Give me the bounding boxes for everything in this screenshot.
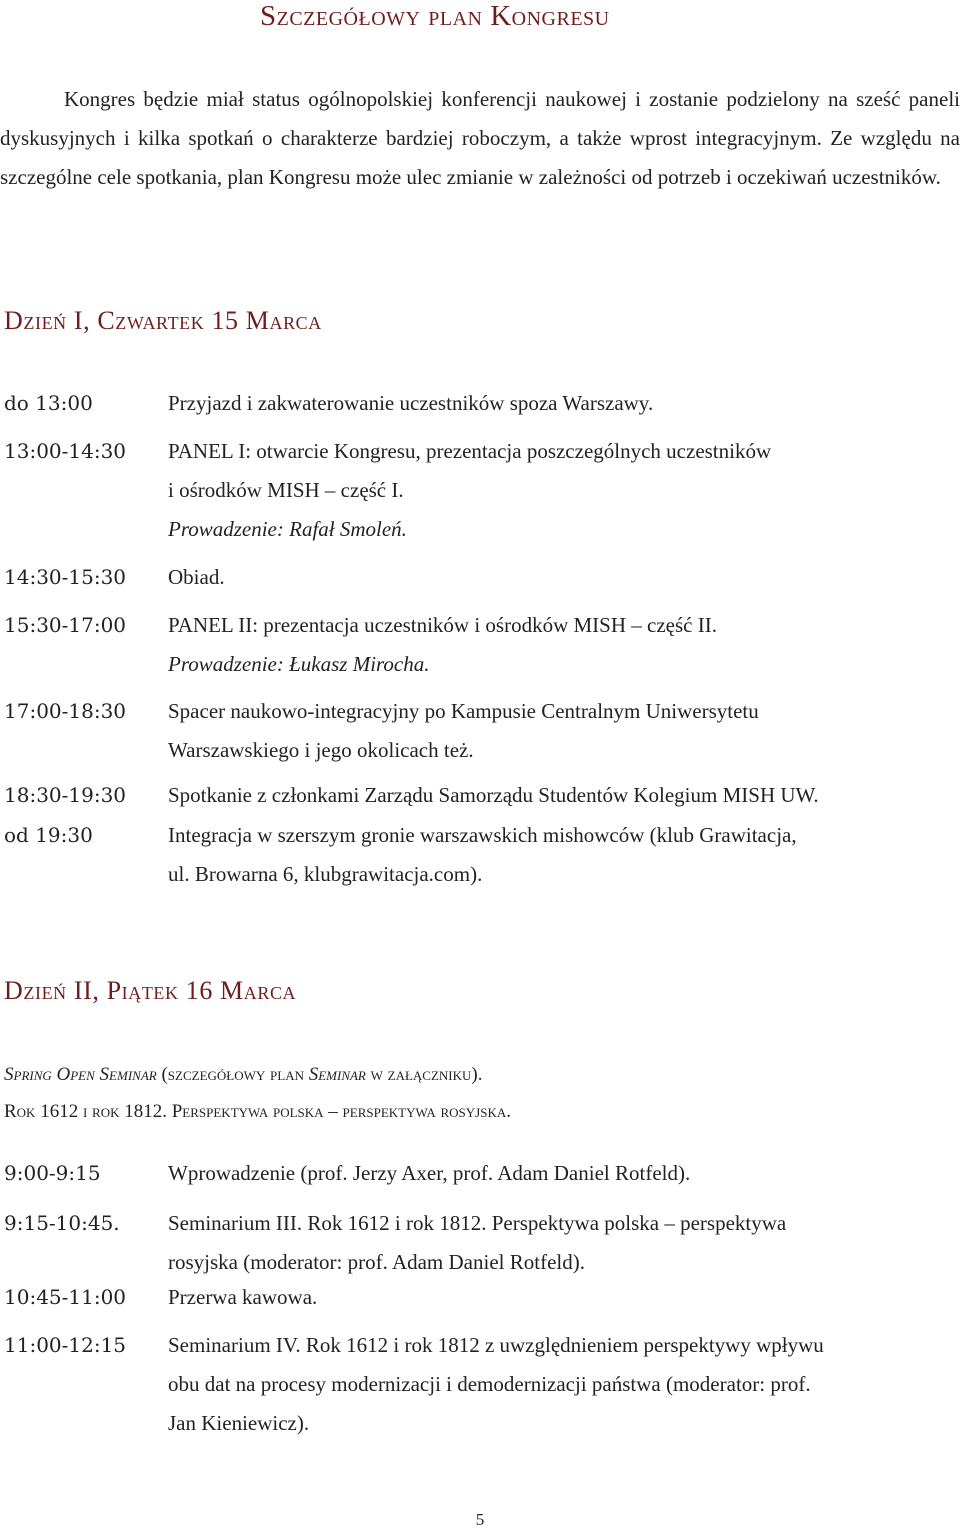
schedule-description [168, 776, 958, 815]
subtitle-rest-2: w załączniku). [365, 1064, 483, 1085]
description-line: Przerwa kawowa. [168, 1285, 318, 1309]
schedule-description [168, 1204, 958, 1282]
description-line: Seminarium III. Rok 1612 i rok 1812. Perspektywa polska – perspektywa [168, 1211, 787, 1235]
subtitle-italic-2: Seminar [308, 1064, 366, 1085]
description-line: Warszawskiego i jego okolicach też. [168, 738, 474, 762]
schedule-description [168, 1278, 958, 1317]
day2-subtitle-line2: Rok 1612 i rok 1812. Perspektywa polska – perspektywa rosyjska. [4, 1101, 511, 1122]
day2-heading: Dzień II, Piątek 16 Marca [4, 976, 297, 1005]
schedule-time: 9:15-10:45. [4, 1211, 120, 1235]
description-line: obu dat na procesy modernizacji i demodernizacji państwa (moderator: prof. [168, 1372, 811, 1396]
day1-heading: Dzień I, Czwartek 15 Marca [4, 306, 322, 335]
schedule-description [168, 1154, 958, 1193]
schedule-time: 13:00-14:30 [4, 439, 127, 463]
schedule-time: 11:00-12:15 [4, 1333, 127, 1357]
description-line: PANEL II: prezentacja uczestników i ośrodków MISH – część II. [168, 613, 717, 637]
description-line: Seminarium IV. Rok 1612 i rok 1812 z uwzględnieniem perspektywy wpływu [168, 1333, 824, 1357]
schedule-description [168, 816, 958, 894]
subtitle-rest-1: (szczegółowy plan [156, 1064, 309, 1085]
page-title: Szczegółowy plan Kongresu [260, 0, 610, 32]
schedule-time: od 19:30 [4, 823, 93, 847]
moderator-line: Prowadzenie: Rafał Smoleń. [168, 517, 407, 541]
day2-subtitle [4, 1058, 483, 1092]
description-line: Obiad. [168, 565, 225, 589]
schedule-time: 14:30-15:30 [4, 565, 127, 589]
description-line: ul. Browarna 6, klubgrawitacja.com). [168, 862, 483, 886]
subtitle-italic: Spring Open Seminar [4, 1064, 157, 1085]
description-line: rosyjska (moderator: prof. Adam Daniel Rotfeld). [168, 1250, 585, 1274]
description-line: Spotkanie z członkami Zarządu Samorządu Studentów Kolegium MISH UW. [168, 783, 819, 807]
schedule-description [168, 432, 958, 549]
description-line: Jan Kieniewicz). [168, 1411, 310, 1435]
schedule-description [168, 384, 958, 423]
schedule-time: 15:30-17:00 [4, 613, 127, 637]
description-line: Przyjazd i zakwaterowanie uczestników spoza Warszawy. [168, 391, 654, 415]
schedule-time: 10:45-11:00 [4, 1285, 127, 1309]
schedule-time: do 13:00 [4, 391, 93, 415]
moderator-line: Prowadzenie: Łukasz Mirocha. [168, 652, 430, 676]
description-line: i ośrodków MISH – część I. [168, 478, 404, 502]
description-line: Spacer naukowo-integracyjny po Kampusie Centralnym Uniwersytetu [168, 699, 759, 723]
schedule-description [168, 692, 958, 770]
schedule-time: 17:00-18:30 [4, 699, 127, 723]
schedule-time: 18:30-19:30 [4, 783, 127, 807]
schedule-description [168, 558, 958, 597]
schedule-time: 9:00-9:15 [4, 1161, 101, 1185]
description-line: Wprowadzenie (prof. Jerzy Axer, prof. Adam Daniel Rotfeld). [168, 1161, 691, 1185]
page-number: 5 [475, 1510, 485, 1529]
intro-paragraph: Kongres będzie miał status ogólnopolskiej konferencji naukowej i zostanie podzielony na sześć paneli dyskusyjnych i kilka spotkań o charakterze bardziej roboczym, a także wprost integracyjnym. Ze względu na szczególne cele spotkania, plan Kongresu może ulec zmianie w zależności od potrzeb i oczekiwań uczestników. [0, 87, 960, 189]
schedule-description [168, 606, 958, 684]
schedule-description [168, 1326, 958, 1443]
description-line: Integracja w szerszym gronie warszawskich mishowców (klub Grawitacja, [168, 823, 797, 847]
description-line: PANEL I: otwarcie Kongresu, prezentacja poszczególnych uczestników [168, 439, 772, 463]
